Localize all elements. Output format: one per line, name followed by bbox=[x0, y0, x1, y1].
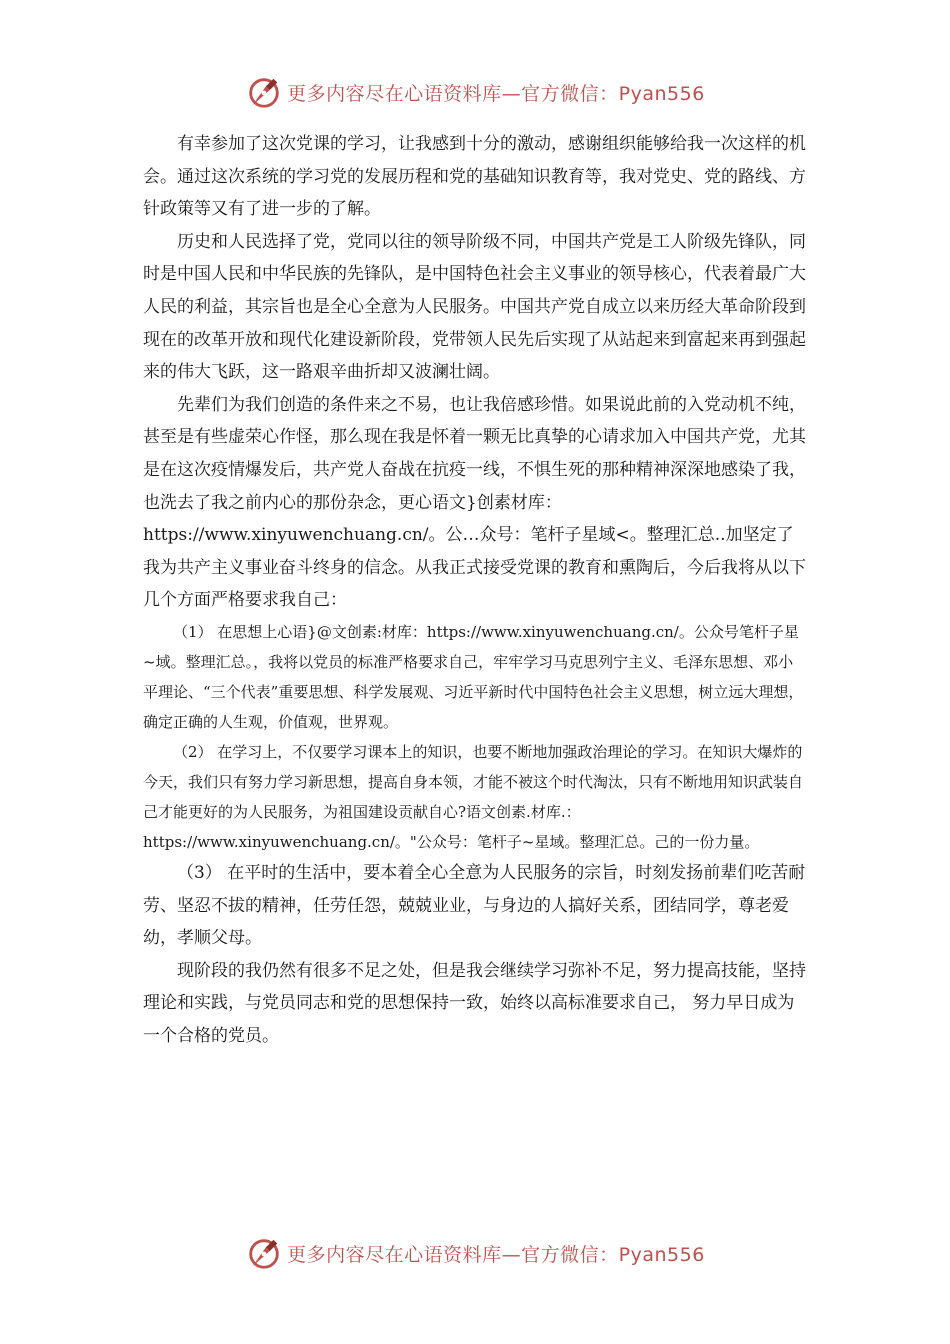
paragraph-intro: 有幸参加了这次党课的学习，让我感到十分的激动，感谢组织能够给我一次这样的机会。通过这次系统的学习党的发展历程和党的基础知识教育等，我对党史、党的路线、方针政策等又有了进一步的了解。 bbox=[143, 134, 806, 220]
paragraph-item-1: （1） 在思想上心语}@文创素:材库：https://www.xinyuwenchuang.cn/。公众号笔杆子星~域。整理汇总。，我将以党员的标准严格要求自己，牢牢学习马克思列宁主义、毛泽东思想、邓小平理论、“三个代表”重要思想、科学发展观、习近平新时代中国特色社会主义思想，树立远大理想，确定正确的人生观，价值观，世界观。 bbox=[143, 622, 804, 731]
paragraph-predecessors: 先辈们为我们创造的条件来之不易，也让我倍感珍惜。如果说此前的入党动机不纯，甚至是有些虚荣心作怪，那么现在我是怀着一颗无比真挚的心请求加入中国共产党，尤其是在这次疫情爆发后，共产党人奋战在抗疫一线，不惧生死的那种精神深深地感染了我，也洗去了我之前内心的那份杂念，更心语文}创素材库：https://www.xinyuwenchuang.cn/。公…众号：笔杆子星域<。整理汇总..加坚定了我为共产主义事业奋斗终身的信念。从我正式接受党课的教育和熏陶后，今后我将从以下几个方面严格要求我自己： bbox=[143, 394, 806, 611]
document-body bbox=[143, 128, 808, 1052]
pen-nib-logo-icon bbox=[245, 73, 283, 111]
header-banner bbox=[0, 70, 950, 114]
pen-nib-logo-icon bbox=[245, 1234, 283, 1272]
footer-banner bbox=[0, 1231, 950, 1275]
paragraph-item-3: （3） 在平时的生活中，要本着全心全意为人民服务的宗旨，时刻发扬前辈们吃苦耐劳、坚忍不拔的精神，任劳任怨，兢兢业业，与身边的人搞好关系，团结同学，尊老爱幼，孝顺父母。 bbox=[143, 862, 806, 949]
paragraph-conclusion: 现阶段的我仍然有很多不足之处，但是我会继续学习弥补不足，努力提高技能，坚持理论和实践，与党员同志和党的思想保持一致，始终以高标准要求自己， 努力早日成为一个合格的党员。 bbox=[143, 960, 806, 1046]
paragraph-item-2: （2） 在学习上，不仅要学习课本上的知识，也要不断地加强政治理论的学习。在知识大爆炸的今天，我们只有努力学习新思想，提高自身本领，才能不被这个时代淘汰，只有不断地用知识武装自己才能更好的为人民服务，为祖国建设贡献自心?语文创素.材库.：https://www.xinyuwenchuang.cn/。"公众号：笔杆子~星域。整理汇总。己的一份力量。 bbox=[143, 742, 804, 851]
footer-banner-text: 更多内容尽在心语资料库—官方微信：Pyan556 bbox=[287, 1243, 705, 1266]
paragraph-history: 历史和人民选择了党，党同以往的领导阶级不同，中国共产党是工人阶级先锋队，同时是中国人民和中华民族的先锋队，是中国特色社会主义事业的领导核心，代表着最广大人民的利益，其宗旨也是全心全意为人民服务。中国共产党自成立以来历经大革命阶段到现在的改革开放和现代化建设新阶段，党带领人民先后实现了从站起来到富起来再到强起来的伟大飞跃，这一路艰辛曲折却又波澜壮阔。 bbox=[143, 231, 806, 383]
header-banner-text: 更多内容尽在心语资料库—官方微信：Pyan556 bbox=[287, 82, 705, 105]
